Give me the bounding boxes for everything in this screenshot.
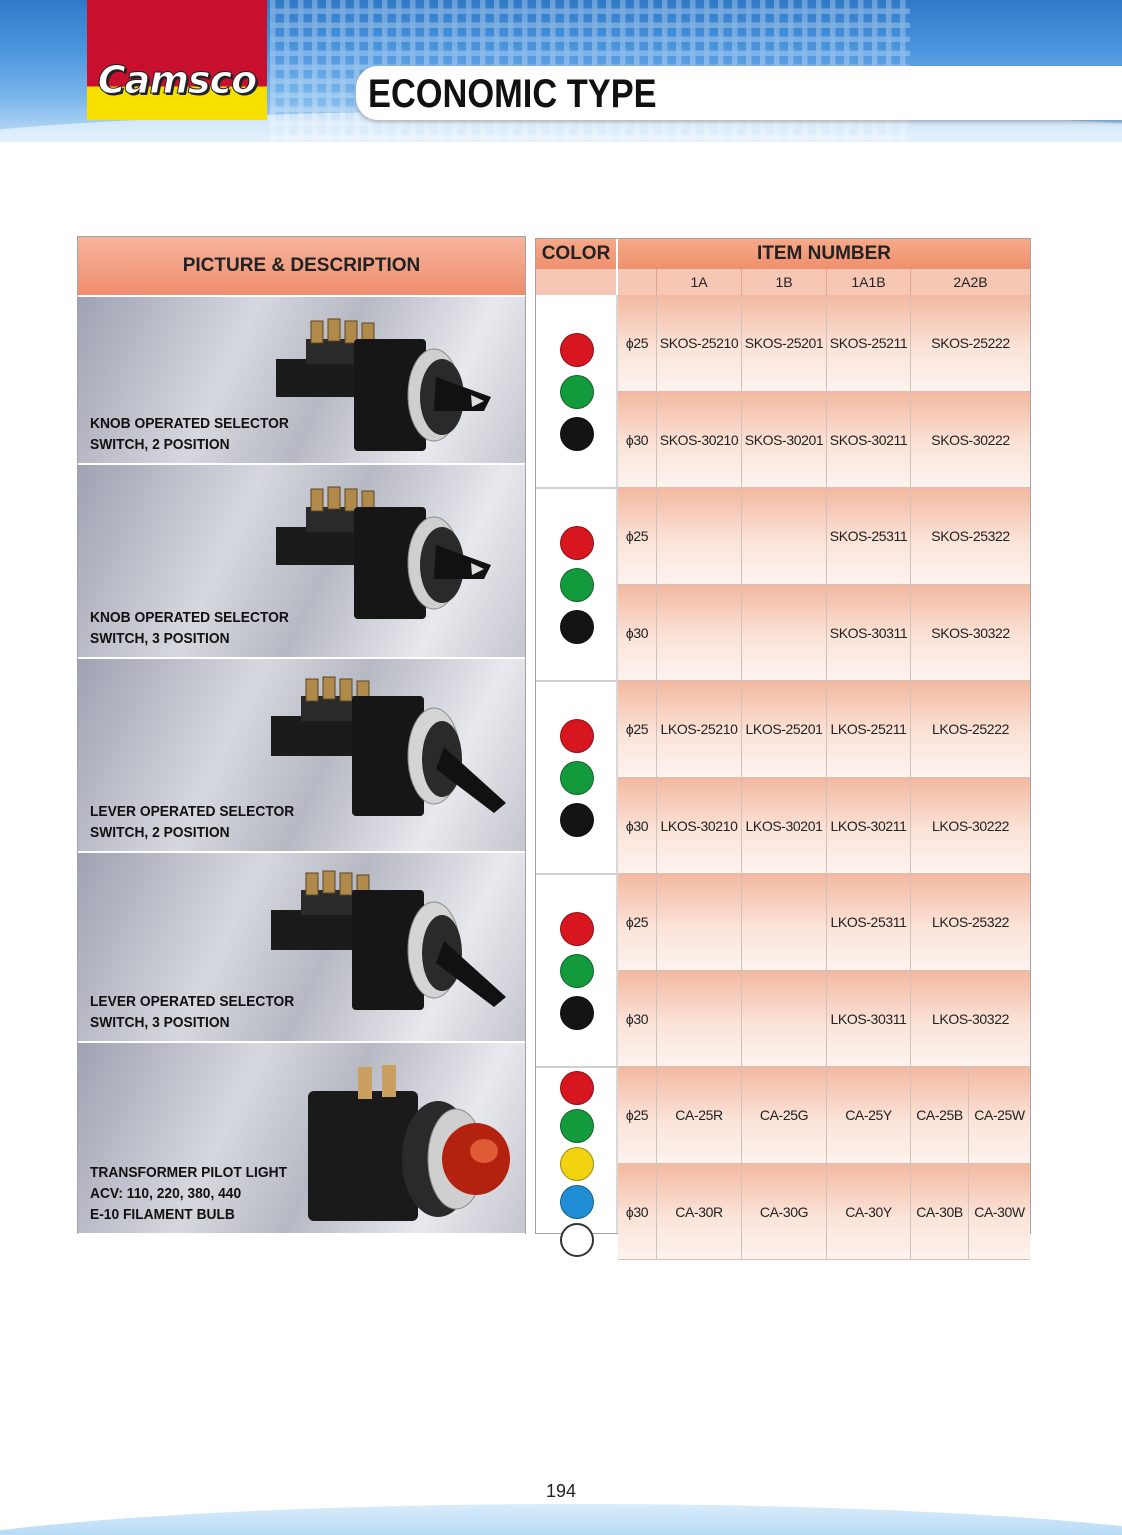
item-number-cell: SKOS-30222 <box>910 392 1030 489</box>
group-divider <box>536 873 618 875</box>
item-number-cell: SKOS-25201 <box>741 295 826 392</box>
title-banner <box>356 66 1122 120</box>
color-swatch-red <box>560 1071 594 1105</box>
item-number-cell: SKOS-25222 <box>910 295 1030 392</box>
pilot-light-photo <box>278 1061 525 1231</box>
item-number-header: ITEM NUMBER <box>618 239 1030 269</box>
item-number-cell: LKOS-25311 <box>826 874 910 971</box>
item-number-cell: CA-30G <box>741 1164 826 1261</box>
product-description: LEVER OPERATED SELECTOR SWITCH, 3 POSITION <box>90 993 295 1031</box>
product-lever-4 <box>78 853 525 1043</box>
color-swatch-green <box>560 954 594 988</box>
picture-description-heading: PICTURE & DESCRIPTION <box>78 237 525 297</box>
item-number-cell <box>656 874 741 971</box>
item-number-cell <box>741 971 826 1068</box>
color-swatch-red <box>560 719 594 753</box>
item-number-cell: LKOS-25322 <box>910 874 1030 971</box>
item-number-cell: SKOS-25211 <box>826 295 910 392</box>
color-subheader <box>536 269 616 295</box>
item-number-cell: CA-25R <box>656 1067 741 1164</box>
size-cell: ϕ25 <box>625 528 649 545</box>
footer-wave-shape <box>0 1504 1122 1535</box>
item-number-cell <box>656 971 741 1068</box>
product-description: KNOB OPERATED SELECTOR SWITCH, 2 POSITION <box>90 415 289 453</box>
item-number-cell: CA-25Y <box>826 1067 910 1164</box>
color-swatch-yellow <box>560 1147 594 1181</box>
item-number-cell: CA-30W <box>968 1164 1030 1261</box>
brand-logo-text: Camsco <box>97 58 257 102</box>
lever-switch-photo <box>266 855 516 1025</box>
item-number-cell: LKOS-30211 <box>826 778 910 875</box>
product-knob-1 <box>78 297 525 465</box>
size-cell: ϕ30 <box>625 431 649 448</box>
color-swatch-green <box>560 1109 594 1143</box>
color-swatch-white <box>560 1223 594 1257</box>
size-cell: ϕ30 <box>625 624 649 641</box>
item-number-cell: LKOS-25222 <box>910 681 1030 778</box>
color-swatch-green <box>560 375 594 409</box>
product-description: TRANSFORMER PILOT LIGHT ACV: 110, 220, 380, 440 E-10 FILAMENT BULB <box>90 1164 288 1223</box>
item-number-cell: CA-30R <box>656 1164 741 1261</box>
column-header-1a1b: 1A1B <box>826 269 910 295</box>
size-subheader <box>618 269 656 295</box>
column-header-1a: 1A <box>656 269 741 295</box>
item-number-cell <box>741 874 826 971</box>
product-description: LEVER OPERATED SELECTOR SWITCH, 2 POSITION <box>90 803 295 841</box>
item-number-cell <box>656 585 741 682</box>
item-number-cell: SKOS-30210 <box>656 392 741 489</box>
item-number-cell: LKOS-30322 <box>910 971 1030 1068</box>
item-number-cell: SKOS-25311 <box>826 488 910 585</box>
item-number-table <box>535 238 1031 1234</box>
item-number-cell: SKOS-25210 <box>656 295 741 392</box>
item-number-cell: CA-25W <box>968 1067 1030 1164</box>
item-number-cell: LKOS-30311 <box>826 971 910 1068</box>
item-number-cell: LKOS-25201 <box>741 681 826 778</box>
color-swatch-green <box>560 761 594 795</box>
item-number-cell <box>741 585 826 682</box>
size-cell: ϕ30 <box>625 817 649 834</box>
item-number-cell <box>656 488 741 585</box>
color-swatch-red <box>560 912 594 946</box>
product-pilot-light-5 <box>78 1043 525 1235</box>
size-cell: ϕ25 <box>625 721 649 738</box>
color-swatch-black <box>560 417 594 451</box>
knob-switch-photo <box>266 467 516 637</box>
page-number: 194 <box>545 1481 577 1501</box>
item-number-cell: SKOS-30211 <box>826 392 910 489</box>
group-divider <box>536 487 618 489</box>
item-number-cell: SKOS-30201 <box>741 392 826 489</box>
knob-switch-photo <box>266 299 516 465</box>
item-number-cell: LKOS-30210 <box>656 778 741 875</box>
color-swatch-red <box>560 526 594 560</box>
color-swatch-red <box>560 333 594 367</box>
lever-switch-photo <box>266 661 516 831</box>
color-swatch-black <box>560 610 594 644</box>
group-divider <box>536 1066 618 1068</box>
size-cell: ϕ25 <box>625 914 649 931</box>
item-number-cell: SKOS-25322 <box>910 488 1030 585</box>
product-list <box>78 297 525 1235</box>
page-title: ECONOMIC TYPE <box>368 72 657 116</box>
item-number-cell: LKOS-25211 <box>826 681 910 778</box>
column-header-1b: 1B <box>741 269 826 295</box>
color-swatch-black <box>560 803 594 837</box>
item-number-cell: LKOS-25210 <box>656 681 741 778</box>
item-number-cell: CA-25G <box>741 1067 826 1164</box>
product-lever-3 <box>78 659 525 853</box>
color-header: COLOR <box>536 239 616 269</box>
size-cell: ϕ25 <box>625 335 649 352</box>
column-header-2a2b: 2A2B <box>910 269 1030 295</box>
page-header <box>0 0 1122 142</box>
item-number-cell: LKOS-30222 <box>910 778 1030 875</box>
color-swatch-blue <box>560 1185 594 1219</box>
item-number-cell: LKOS-30201 <box>741 778 826 875</box>
item-number-cell: CA-25B <box>910 1067 968 1164</box>
item-number-cell <box>741 488 826 585</box>
size-cell: ϕ25 <box>625 1107 649 1124</box>
item-number-cell: CA-30B <box>910 1164 968 1261</box>
item-number-cell: SKOS-30311 <box>826 585 910 682</box>
product-knob-2 <box>78 465 525 659</box>
product-description: KNOB OPERATED SELECTOR SWITCH, 3 POSITION <box>90 609 289 647</box>
brand-logo <box>87 0 267 120</box>
item-number-cell: SKOS-30322 <box>910 585 1030 682</box>
color-swatch-green <box>560 568 594 602</box>
size-cell: ϕ30 <box>625 1203 649 1220</box>
picture-description-panel <box>77 236 526 1234</box>
size-cell: ϕ30 <box>625 1010 649 1027</box>
color-swatch-black <box>560 996 594 1030</box>
item-number-cell: CA-30Y <box>826 1164 910 1261</box>
group-divider <box>536 680 618 682</box>
